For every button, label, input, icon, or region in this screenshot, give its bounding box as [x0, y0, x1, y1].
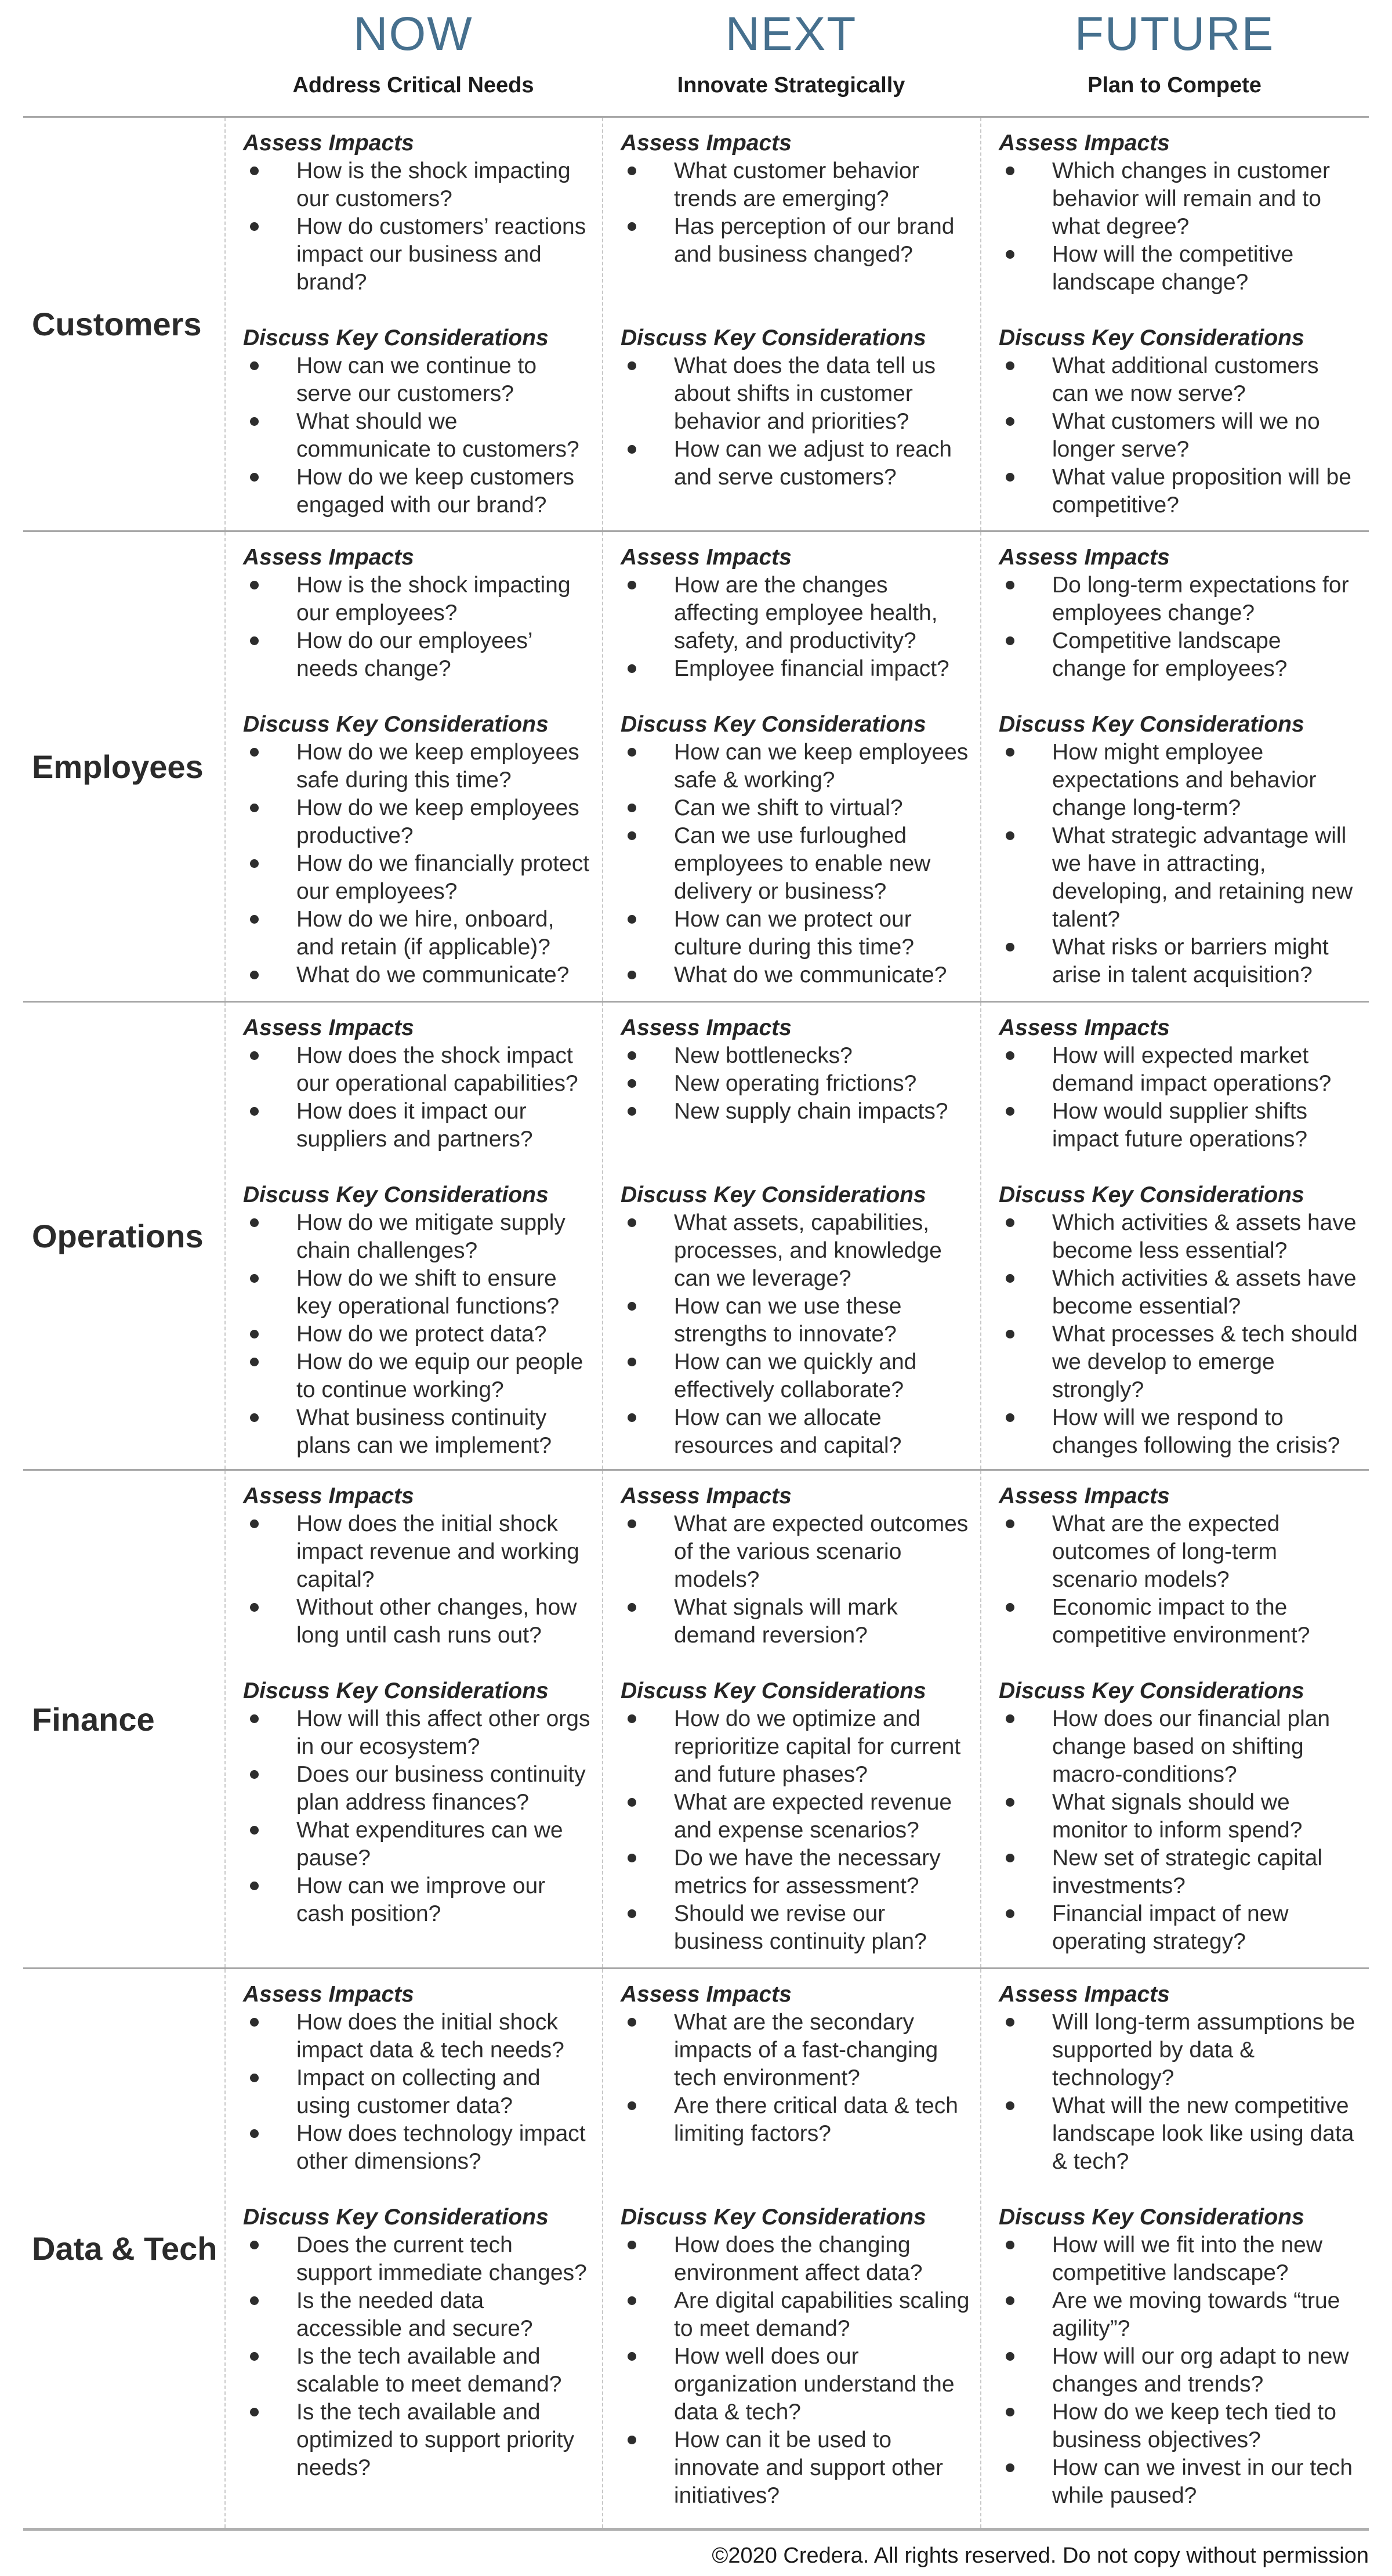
- discuss-section: [243, 711, 592, 989]
- header-column-future: [980, 0, 1369, 116]
- bullet-item: Is the tech available and scalable to meet demand?: [243, 2343, 592, 2398]
- bullet-item: How do we optimize and reprioritize capital for current and future phases?: [621, 1705, 970, 1789]
- bullet-item: How will our org adapt to new changes and trends?: [999, 2343, 1358, 2398]
- bullet-item: What are the expected outcomes of long-term scenario models?: [999, 1510, 1358, 1594]
- matrix-cell-future: [980, 1003, 1369, 1469]
- discuss-section: [621, 1677, 970, 1956]
- bullet-item: Economic impact to the competitive environment?: [999, 1594, 1358, 1649]
- row-label: Operations: [32, 1217, 204, 1254]
- bullet-item: How will this affect other orgs in our ecosystem?: [243, 1705, 592, 1761]
- assess-section: [243, 544, 592, 683]
- discuss-section: [999, 2204, 1358, 2510]
- bullet-item: How will the competitive landscape change?: [999, 241, 1358, 296]
- matrix-cell-next: [602, 118, 980, 530]
- discuss-heading: Discuss Key Considerations: [243, 712, 549, 737]
- row-label: Data & Tech: [32, 2230, 217, 2267]
- assess-section: [621, 1482, 970, 1649]
- bullet-item: How does it impact our suppliers and partners?: [243, 1098, 592, 1153]
- bullet-item: What do we communicate?: [621, 961, 970, 989]
- phase-subtitle-future: Plan to Compete: [1088, 73, 1262, 97]
- assess-bullet-list: [999, 571, 1358, 683]
- matrix-row-finance: [23, 1469, 1369, 1967]
- assess-heading: Assess Impacts: [621, 1484, 792, 1508]
- bullet-item: What are the secondary impacts of a fast-changing tech environment?: [621, 2009, 970, 2092]
- assess-heading: Assess Impacts: [621, 1982, 792, 2007]
- bullet-item: Financial impact of new operating strategy?: [999, 1900, 1358, 1956]
- assess-heading: Assess Impacts: [621, 131, 792, 155]
- discuss-section: [243, 324, 592, 519]
- bullet-item: How do we equip our people to continue working?: [243, 1348, 592, 1404]
- assess-section: [999, 544, 1358, 683]
- bullet-item: What expenditures can we pause?: [243, 1817, 592, 1872]
- assess-bullet-list: [621, 1042, 970, 1126]
- discuss-heading: Discuss Key Considerations: [999, 1678, 1304, 1703]
- bullet-item: How do we shift to ensure key operational functions?: [243, 1265, 592, 1320]
- matrix-cell-next: [602, 1471, 980, 1967]
- assess-section: [621, 544, 970, 683]
- bullet-item: How does the initial shock impact revenue and working capital?: [243, 1510, 592, 1594]
- discuss-heading: Discuss Key Considerations: [621, 1678, 926, 1703]
- bullet-item: Will long-term assumptions be supported by data & technology?: [999, 2009, 1358, 2092]
- discuss-heading: Discuss Key Considerations: [999, 712, 1304, 737]
- discuss-bullet-list: [999, 352, 1358, 519]
- bullet-item: How does the shock impact our operational capabilities?: [243, 1042, 592, 1098]
- assess-section: [243, 1482, 592, 1649]
- discuss-section: [243, 1677, 592, 1928]
- matrix-cell-next: [602, 1003, 980, 1469]
- bullet-item: How do customers’ reactions impact our business and brand?: [243, 213, 592, 296]
- bullet-item: How might employee expectations and behavior change long-term?: [999, 739, 1358, 822]
- matrix-row-employees: [23, 530, 1369, 1001]
- bullet-item: New bottlenecks?: [621, 1042, 970, 1070]
- bullet-item: Has perception of our brand and business changed?: [621, 213, 970, 269]
- bullet-item: Employee financial impact?: [621, 655, 970, 683]
- bullet-item: What does the data tell us about shifts in customer behavior and priorities?: [621, 352, 970, 436]
- matrix-cell-now: [224, 1969, 602, 2528]
- discuss-bullet-list: [999, 2231, 1358, 2510]
- bullet-item: Which activities & assets have become essential?: [999, 1265, 1358, 1320]
- phase-title-now: NOW: [353, 8, 473, 60]
- bullet-item: What processes & tech should we develop to emerge strongly?: [999, 1320, 1358, 1404]
- bullet-item: Do long-term expectations for employees change?: [999, 571, 1358, 627]
- assess-bullet-list: [621, 2009, 970, 2148]
- assess-heading: Assess Impacts: [243, 1015, 414, 1040]
- assess-section: [999, 129, 1358, 296]
- bullet-item: What strategic advantage will we have in attracting, developing, and retaining new talent?: [999, 822, 1358, 934]
- assess-section: [621, 1014, 970, 1153]
- matrix-cell-future: [980, 118, 1369, 530]
- discuss-section: [621, 711, 970, 989]
- matrix-cell-now: [224, 118, 602, 530]
- bullet-item: What are expected outcomes of the various scenario models?: [621, 1510, 970, 1594]
- row-label: Finance: [32, 1701, 155, 1738]
- bullet-item: What customer behavior trends are emerging?: [621, 157, 970, 213]
- bullet-item: How do we protect data?: [243, 1320, 592, 1348]
- bullet-item: What signals will mark demand reversion?: [621, 1594, 970, 1649]
- assess-bullet-list: [621, 571, 970, 683]
- discuss-section: [243, 2204, 592, 2482]
- bullet-item: What assets, capabilities, processes, and knowledge can we leverage?: [621, 1209, 970, 1293]
- discuss-bullet-list: [621, 1209, 970, 1460]
- assess-heading: Assess Impacts: [243, 131, 414, 155]
- discuss-bullet-list: [621, 2231, 970, 2510]
- bullet-item: How is the shock impacting our customers?: [243, 157, 592, 213]
- matrix-body: [23, 116, 1369, 2528]
- discuss-bullet-list: [999, 1209, 1358, 1460]
- discuss-section: [621, 2204, 970, 2510]
- phase-title-next: NEXT: [725, 8, 857, 60]
- discuss-heading: Discuss Key Considerations: [243, 2205, 549, 2230]
- discuss-heading: Discuss Key Considerations: [243, 325, 549, 350]
- discuss-bullet-list: [621, 1705, 970, 1956]
- assess-bullet-list: [243, 1042, 592, 1153]
- assess-bullet-list: [243, 571, 592, 683]
- assess-bullet-list: [999, 157, 1358, 296]
- discuss-bullet-list: [621, 352, 970, 491]
- now-next-future-matrix: [23, 0, 1369, 2568]
- bullet-item: Are we moving towards “true agility”?: [999, 2287, 1358, 2343]
- bullet-item: How do we keep tech tied to business objectives?: [999, 2398, 1358, 2454]
- bullet-item: Impact on collecting and using customer data?: [243, 2064, 592, 2120]
- assess-section: [243, 1981, 592, 2176]
- discuss-bullet-list: [621, 739, 970, 989]
- discuss-heading: Discuss Key Considerations: [999, 325, 1304, 350]
- header-column-next: [602, 0, 980, 116]
- row-label: Customers: [32, 306, 202, 342]
- bullet-item: Are there critical data & tech limiting factors?: [621, 2092, 970, 2148]
- assess-heading: Assess Impacts: [243, 545, 414, 570]
- assess-bullet-list: [243, 2009, 592, 2176]
- bullet-item: How does the initial shock impact data & tech needs?: [243, 2009, 592, 2064]
- discuss-heading: Discuss Key Considerations: [243, 1182, 549, 1207]
- discuss-heading: Discuss Key Considerations: [621, 325, 926, 350]
- bullet-item: How is the shock impacting our employees?: [243, 571, 592, 627]
- bullet-item: Which activities & assets have become less essential?: [999, 1209, 1358, 1265]
- bullet-item: How will expected market demand impact operations?: [999, 1042, 1358, 1098]
- discuss-bullet-list: [999, 739, 1358, 989]
- bullet-item: Do we have the necessary metrics for assessment?: [621, 1844, 970, 1900]
- bullet-item: How will we respond to changes following the crisis?: [999, 1404, 1358, 1460]
- bullet-item: How can we invest in our tech while paused?: [999, 2454, 1358, 2510]
- bullet-item: How can we use these strengths to innovate?: [621, 1293, 970, 1348]
- matrix-cell-now: [224, 1471, 602, 1967]
- discuss-bullet-list: [999, 1705, 1358, 1956]
- bullet-item: Are digital capabilities scaling to meet demand?: [621, 2287, 970, 2343]
- assess-section: [999, 1482, 1358, 1649]
- matrix-row-data-tech: [23, 1967, 1369, 2528]
- matrix-cell-next: [602, 1969, 980, 2528]
- header-spacer: [23, 0, 224, 116]
- bullet-item: New operating frictions?: [621, 1070, 970, 1098]
- bullet-item: How can we keep employees safe & working?: [621, 739, 970, 794]
- assess-heading: Assess Impacts: [999, 545, 1170, 570]
- discuss-section: [621, 1181, 970, 1460]
- assess-section: [243, 1014, 592, 1153]
- discuss-heading: Discuss Key Considerations: [621, 712, 926, 737]
- discuss-bullet-list: [243, 1705, 592, 1928]
- bullet-item: How do we keep customers engaged with our brand?: [243, 464, 592, 519]
- discuss-bullet-list: [243, 739, 592, 989]
- matrix-cell-now: [224, 532, 602, 1001]
- assess-heading: Assess Impacts: [999, 131, 1170, 155]
- assess-bullet-list: [999, 1510, 1358, 1649]
- bullet-item: New set of strategic capital investments?: [999, 1844, 1358, 1900]
- bullet-item: Without other changes, how long until cash runs out?: [243, 1594, 592, 1649]
- bullet-item: Should we revise our business continuity plan?: [621, 1900, 970, 1956]
- row-label: Employees: [32, 748, 204, 785]
- discuss-section: [243, 1181, 592, 1460]
- assess-heading: Assess Impacts: [243, 1982, 414, 2007]
- assess-bullet-list: [999, 1042, 1358, 1153]
- assess-section: [999, 1981, 1358, 2176]
- header-column-now: [224, 0, 602, 116]
- bullet-item: How do we hire, onboard, and retain (if applicable)?: [243, 906, 592, 961]
- assess-heading: Assess Impacts: [999, 1484, 1170, 1508]
- matrix-header: [23, 0, 1369, 116]
- discuss-heading: Discuss Key Considerations: [621, 2205, 926, 2230]
- assess-heading: Assess Impacts: [243, 1484, 414, 1508]
- matrix-cell-now: [224, 1003, 602, 1469]
- bullet-item: What are expected revenue and expense scenarios?: [621, 1789, 970, 1844]
- bullet-item: Does our business continuity plan address finances?: [243, 1761, 592, 1817]
- assess-section: [621, 1981, 970, 2176]
- matrix-cell-future: [980, 532, 1369, 1001]
- matrix-cell-future: [980, 1969, 1369, 2528]
- bullet-item: How can we improve our cash position?: [243, 1872, 592, 1928]
- bullet-item: How can we continue to serve our customers?: [243, 352, 592, 408]
- bullet-item: How can it be used to innovate and support other initiatives?: [621, 2426, 970, 2510]
- bullet-item: New supply chain impacts?: [621, 1098, 970, 1126]
- assess-heading: Assess Impacts: [621, 1015, 792, 1040]
- bullet-item: How will we fit into the new competitive landscape?: [999, 2231, 1358, 2287]
- bullet-item: How does the changing environment affect data?: [621, 2231, 970, 2287]
- matrix-cell-next: [602, 532, 980, 1001]
- matrix-row-operations: [23, 1001, 1369, 1469]
- discuss-bullet-list: [243, 2231, 592, 2482]
- bullet-item: Competitive landscape change for employees?: [999, 627, 1358, 683]
- bullet-item: How do we mitigate supply chain challenges?: [243, 1209, 592, 1265]
- phase-subtitle-next: Innovate Strategically: [677, 73, 905, 97]
- discuss-heading: Discuss Key Considerations: [999, 2205, 1304, 2230]
- bullet-item: Does the current tech support immediate changes?: [243, 2231, 592, 2287]
- assess-section: [243, 129, 592, 296]
- discuss-section: [621, 324, 970, 491]
- bullet-item: What should we communicate to customers?: [243, 408, 592, 464]
- bullet-item: What risks or barriers might arise in talent acquisition?: [999, 934, 1358, 989]
- discuss-section: [999, 324, 1358, 519]
- bullet-item: How do our employees’ needs change?: [243, 627, 592, 683]
- bullet-item: Can we use furloughed employees to enable new delivery or business?: [621, 822, 970, 906]
- bullet-item: What signals should we monitor to inform spend?: [999, 1789, 1358, 1844]
- discuss-heading: Discuss Key Considerations: [243, 1678, 549, 1703]
- bullet-item: What customers will we no longer serve?: [999, 408, 1358, 464]
- assess-section: [621, 129, 970, 296]
- bullet-item: Which changes in customer behavior will remain and to what degree?: [999, 157, 1358, 241]
- copyright-text: ©2020 Credera. All rights reserved. Do not copy without permission: [712, 2544, 1369, 2568]
- phase-subtitle-now: Address Critical Needs: [292, 73, 534, 97]
- bullet-item: How do we keep employees productive?: [243, 794, 592, 850]
- matrix-cell-future: [980, 1471, 1369, 1967]
- bullet-item: How do we financially protect our employees?: [243, 850, 592, 906]
- assess-section: [999, 1014, 1358, 1153]
- discuss-bullet-list: [243, 352, 592, 519]
- bullet-item: Can we shift to virtual?: [621, 794, 970, 822]
- bullet-item: What additional customers can we now serve?: [999, 352, 1358, 408]
- bullet-item: How are the changes affecting employee health, safety, and productivity?: [621, 571, 970, 655]
- bullet-item: How well does our organization understand the data & tech?: [621, 2343, 970, 2426]
- discuss-section: [999, 1677, 1358, 1956]
- assess-heading: Assess Impacts: [999, 1015, 1170, 1040]
- bullet-item: How can we protect our culture during this time?: [621, 906, 970, 961]
- discuss-section: [999, 711, 1358, 989]
- discuss-bullet-list: [243, 1209, 592, 1460]
- bullet-item: What value proposition will be competitive?: [999, 464, 1358, 519]
- matrix-row-customers: [23, 116, 1369, 530]
- bullet-item: How do we keep employees safe during this time?: [243, 739, 592, 794]
- bullet-item: What do we communicate?: [243, 961, 592, 989]
- assess-heading: Assess Impacts: [621, 545, 792, 570]
- bullet-item: How does our financial plan change based on shifting macro-conditions?: [999, 1705, 1358, 1789]
- phase-title-future: FUTURE: [1074, 8, 1275, 60]
- assess-heading: Assess Impacts: [999, 1982, 1170, 2007]
- bullet-item: How can we adjust to reach and serve customers?: [621, 436, 970, 491]
- assess-bullet-list: [999, 2009, 1358, 2176]
- assess-bullet-list: [621, 1510, 970, 1649]
- bullet-item: How does technology impact other dimensions?: [243, 2120, 592, 2176]
- assess-bullet-list: [243, 1510, 592, 1649]
- discuss-section: [999, 1181, 1358, 1460]
- bullet-item: How can we quickly and effectively collaborate?: [621, 1348, 970, 1404]
- bullet-item: What business continuity plans can we implement?: [243, 1404, 592, 1460]
- discuss-heading: Discuss Key Considerations: [999, 1182, 1304, 1207]
- bullet-item: Is the needed data accessible and secure?: [243, 2287, 592, 2343]
- discuss-heading: Discuss Key Considerations: [621, 1182, 926, 1207]
- assess-bullet-list: [621, 157, 970, 269]
- assess-bullet-list: [243, 157, 592, 296]
- bullet-item: How can we allocate resources and capital?: [621, 1404, 970, 1460]
- bullet-item: Is the tech available and optimized to support priority needs?: [243, 2398, 592, 2482]
- bullet-item: How would supplier shifts impact future operations?: [999, 1098, 1358, 1153]
- bullet-item: What will the new competitive landscape look like using data & tech?: [999, 2092, 1358, 2176]
